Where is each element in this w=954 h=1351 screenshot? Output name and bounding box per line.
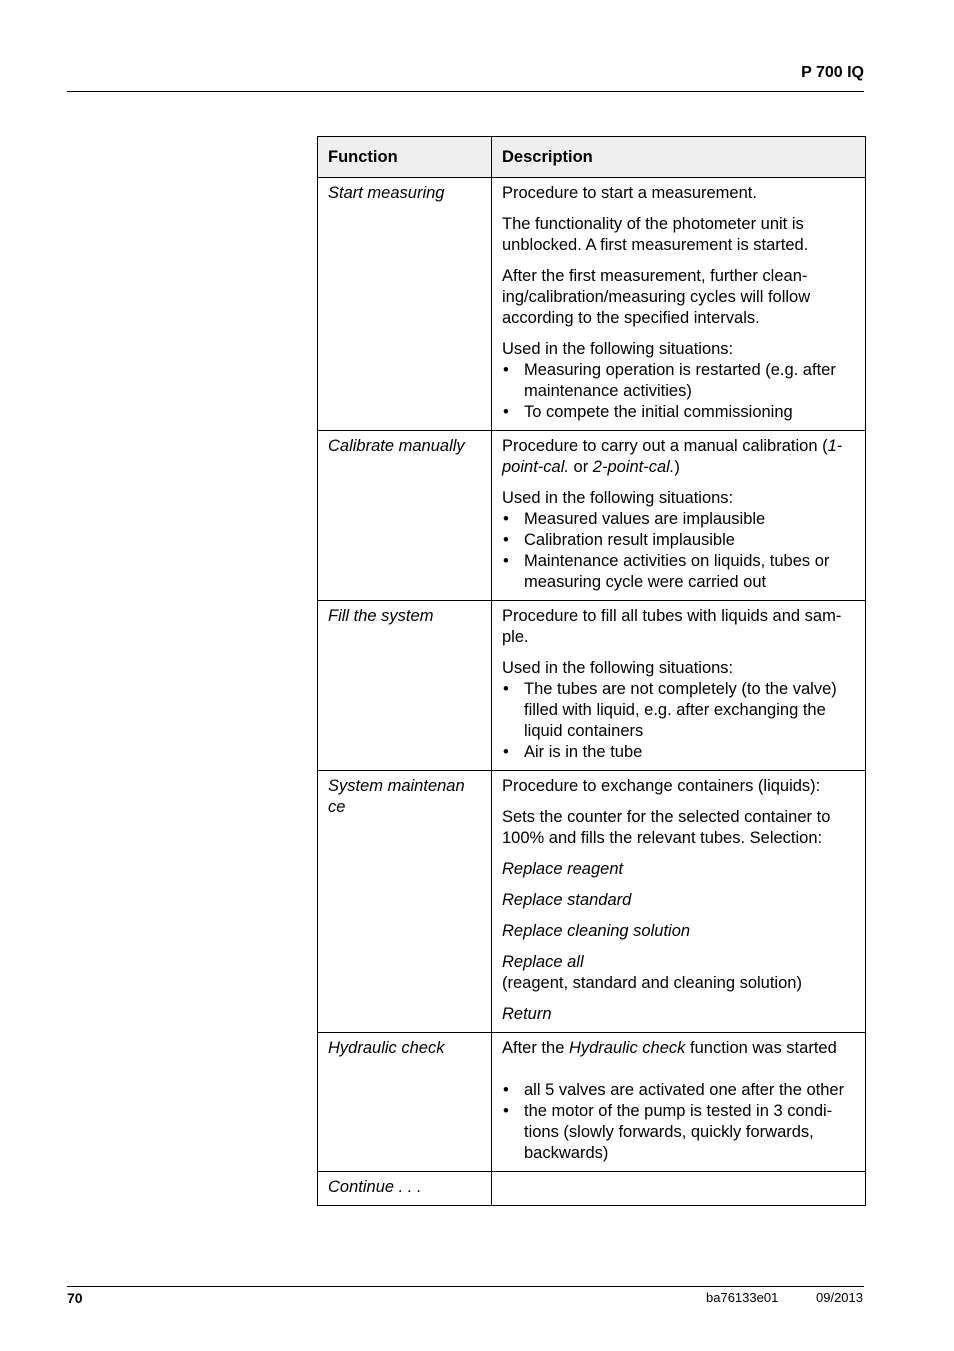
description-text: After the first measurement, further clean-ing/calibration/measuring cycles will follow according to the specified intervals. [502,267,811,327]
description-system-maintenance [492,771,866,1033]
description-text [502,436,856,478]
option-replace-all-note: (reagent, standard and cleaning solution) [502,974,802,992]
table-header-row [318,137,866,178]
situations-block [502,339,856,423]
option-one-point-cal: 1-point-cal. [502,437,843,476]
function-name-system-maintenance: System maintenan ce [318,771,492,1033]
list-item: • Calibration result implausible [502,530,856,551]
list-item: • Air is in the tube [502,742,856,763]
list-item: • Measuring operation is restarted (e.g. after maintenance activities) [502,360,856,402]
description-fill-the-system [492,601,866,771]
document-date: 09/2013 [816,1290,863,1305]
list-item: • the motor of the pump is tested in 3 condi-tions (slowly forwards, quickly forwards, backwards) [502,1101,856,1164]
table-row [318,1033,866,1172]
text-span: ) [674,458,680,476]
situations-block [502,658,856,763]
table-row [318,431,866,601]
table-row [318,771,866,1033]
situations-label: Used in the following situations: [502,659,734,677]
description-text: Sets the counter for the selected container to 100% and fills the relevant tubes. Selection: [502,808,831,847]
list-item: • Measured values are implausible [502,509,856,530]
text-span: After the [502,1039,569,1057]
document-code: ba76133e01 [706,1290,779,1305]
description-hydraulic-check [492,1033,866,1172]
text-span: or [568,458,593,476]
footer-rule [67,1286,864,1287]
header-rule [67,91,864,92]
bullet-list [502,360,856,423]
empty-cell [492,1172,866,1206]
continue-label: Continue . . . [318,1172,492,1206]
description-text: Procedure to exchange containers (liquids): [502,777,821,795]
option-return: Return [502,1005,552,1023]
list-item: • all 5 valves are activated one after the other [502,1080,856,1101]
option-replace-reagent: Replace reagent [502,860,624,878]
bullet-list [502,509,856,593]
table-row [318,1172,866,1206]
description-calibrate-manually [492,431,866,601]
list-item: • To compete the initial commissioning [502,402,856,423]
description-text [502,1038,856,1059]
function-name-fill-the-system: Fill the system [318,601,492,771]
option-two-point-cal: 2-point-cal. [592,458,675,476]
function-table [317,136,866,1206]
function-reference: Hydraulic check [568,1039,686,1057]
option-replace-cleaning-solution: Replace cleaning solution [502,922,691,940]
function-name-calibrate-manually: Calibrate manually [318,431,492,601]
description-text: The functionality of the photometer unit is unblocked. A first measurement is started. [502,215,809,254]
situations-block [502,488,856,593]
description-text: Procedure to start a measurement. [502,184,757,202]
bullet-list [502,679,856,763]
list-item: • The tubes are not completely (to the valve) filled with liquid, e.g. after exchanging the liquid containers [502,679,856,742]
option-replace-all-block [502,952,856,994]
situations-label: Used in the following situations: [502,489,734,507]
function-name-hydraulic-check: Hydraulic check [318,1033,492,1172]
column-header-description: Description [492,137,866,178]
option-replace-standard: Replace standard [502,891,632,909]
bullet-list [502,1080,856,1164]
situations-label: Used in the following situations: [502,340,734,358]
description-start-measuring [492,178,866,431]
function-name-start-measuring: Start measuring [318,178,492,431]
text-span: Procedure to carry out a manual calibration ( [502,437,828,455]
table-row [318,601,866,771]
list-item: • Maintenance activities on liquids, tubes or measuring cycle were carried out [502,551,856,593]
description-text: Procedure to fill all tubes with liquids and sam-ple. [502,607,842,646]
option-replace-all: Replace all [502,953,584,971]
document-title: P 700 IQ [801,64,864,81]
column-header-function: Function [318,137,492,178]
page-number: 70 [67,1290,83,1306]
text-span: function was started [685,1039,837,1057]
table-row [318,178,866,431]
